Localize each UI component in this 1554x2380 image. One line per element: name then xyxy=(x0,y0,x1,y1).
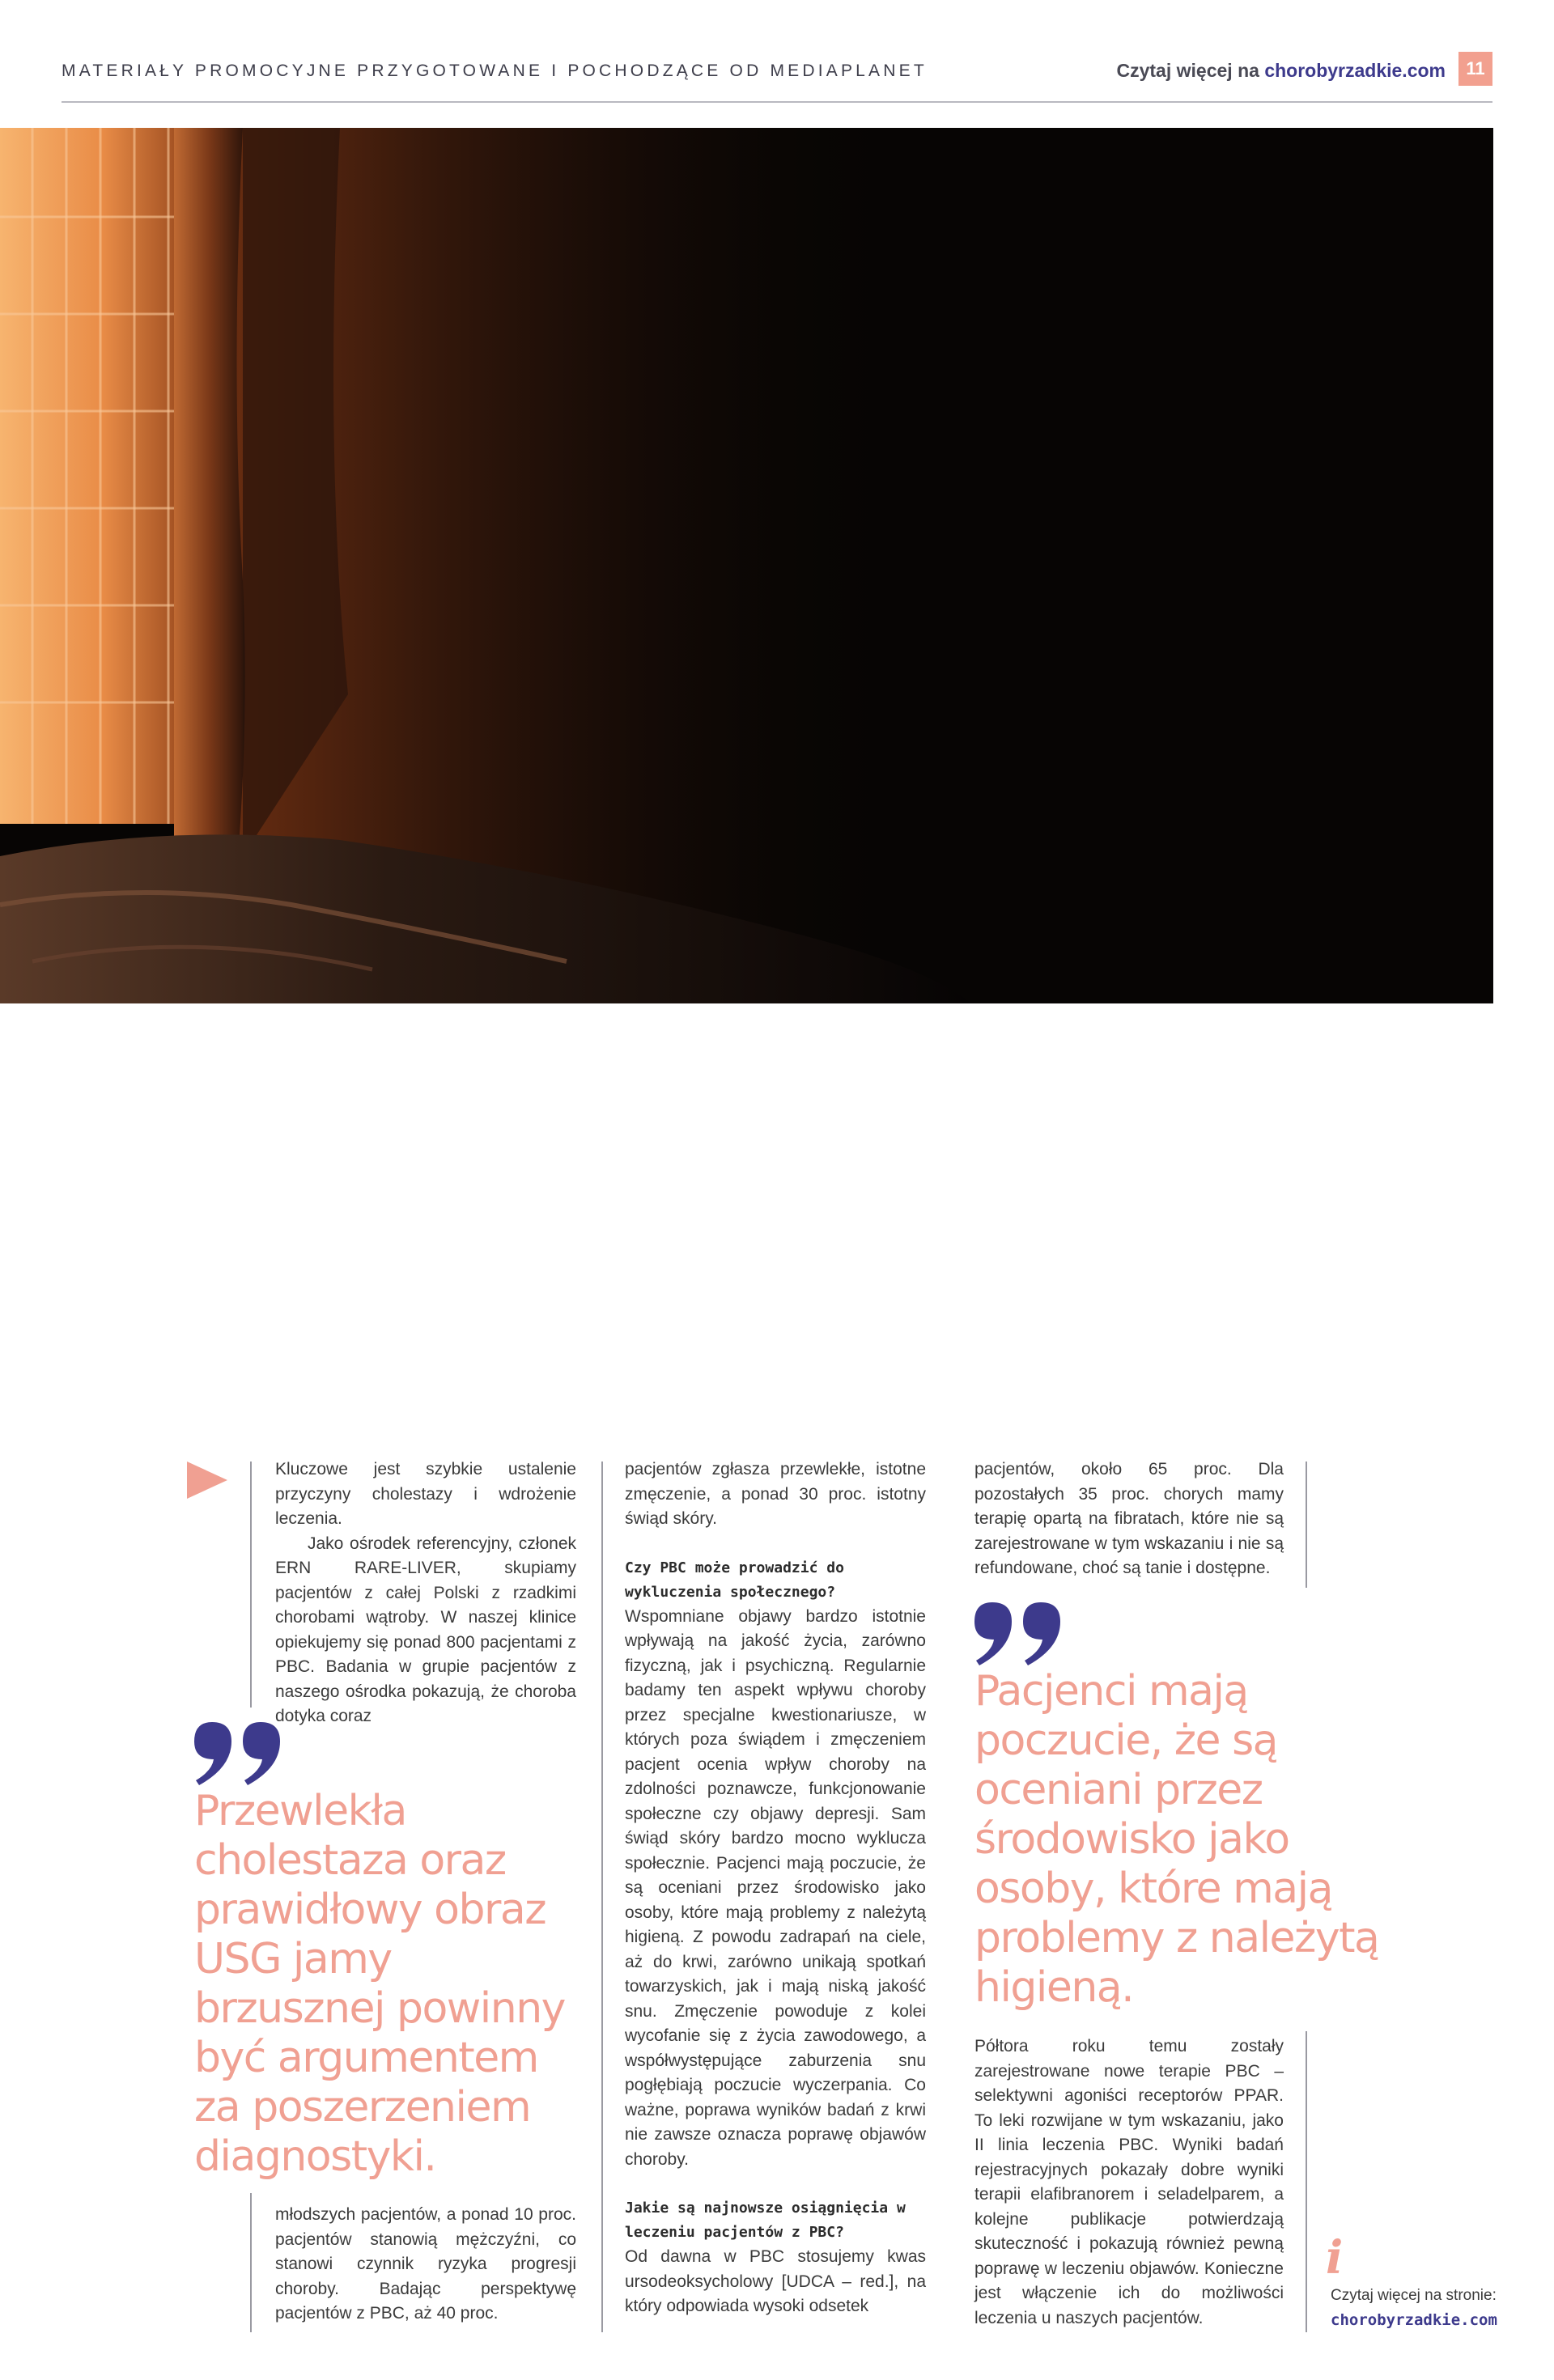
header-divider xyxy=(62,101,1492,103)
col3-paragraph-2: Półtora roku temu zostały zarejestrowane nowe terapie PBC – selektywni agoniści receptorów PPAR. To leki rozwijane w tym wskazaniu, jako II linia leczenia PBC. Wyniki badań rejestracyjnych pokazały dobre wyniki terapii elafibranorem i seladelparem, a kolejne publikacje potwierdzają skuteczność i pokazują również pewną poprawę w leczeniu objawów. Konieczne jest włączenie ich do możliwości leczenia u naszych pacjentów. xyxy=(974,2037,1284,2327)
col1-paragraph-3: młodszych pacjentów, a ponad 10 proc. pacjentów stanowią mężczyźni, co stanowi czynnik ryzyka progresji choroby. Badając perspektywę pacjentów z PBC, aż 40 proc. xyxy=(275,2205,576,2323)
play-arrow-icon xyxy=(187,1462,227,1499)
info-label: Czytaj więcej na stronie: xyxy=(1331,2287,1497,2304)
site-link-footer[interactable]: chorobyrzadkie.com xyxy=(1331,2311,1497,2329)
column-3-bottom xyxy=(974,2034,1284,2331)
col1-paragraph-2: Jako ośrodek referencyjny, członek ERN RARE-LIVER, skupiamy pacjentów z całej Polski z rzadkimi chorobami wątroby. W naszej klinice opiekujemy się ponad 800 pacjentami z PBC. Badania w grupie pacjentów z naszego ośrodka pokazują, że choroba dotyka coraz xyxy=(275,1534,576,1725)
col2-paragraph-1: pacjentów zgłasza przewlekłe, istotne zmęczenie, a ponad 30 proc. istotny świąd skóry. xyxy=(625,1460,926,1528)
col2-heading-1: Czy PBC może prowadzić do wykluczenia społecznego? xyxy=(625,1559,844,1601)
page-header xyxy=(62,55,1492,91)
column-3-top xyxy=(974,1457,1284,1581)
info-icon: i xyxy=(1326,2231,1344,2285)
bedroom-window-image xyxy=(0,128,1493,1003)
pull-quote-1: Przewlekła cholestaza oraz prawidłowy obraz USG jamy brzusznej powinny być argumentem za poszerzeniem diagnostyki. xyxy=(194,1787,565,2181)
page-number: 11 xyxy=(1458,52,1492,86)
column2-rule xyxy=(601,1462,603,2332)
col3-paragraph-1: pacjentów, około 65 proc. Dla pozostałych 35 proc. chorych mamy terapię opartą na fibratach, które nie są zarejestrowane w tym wskazaniu i nie są refundowane, choć są tanie i dostępne. xyxy=(974,1460,1284,1577)
col2-heading-2: Jakie są najnowsze osiągnięcia w leczeniu pacjentów z PBC? xyxy=(625,2200,906,2241)
column1-rule-bottom xyxy=(250,2193,252,2332)
col2-paragraph-3: Od dawna w PBC stosujemy kwas ursodeoksycholowy [UDCA – red.], na który odpowiada wysoki odsetek xyxy=(625,2247,926,2315)
read-more-header xyxy=(1117,60,1446,82)
info-read-more xyxy=(1331,2284,1497,2332)
pull-quote-2: Pacjenci mają poczucie, że są oceniani przez środowisko jako osoby, które mają problemy z należytą higieną. xyxy=(974,1667,1379,2012)
quote-mark-icon-2 xyxy=(974,1602,1064,1667)
read-more-label: Czytaj więcej na xyxy=(1116,60,1259,81)
column3-rule-bottom xyxy=(1306,2031,1307,2332)
column3-rule-top xyxy=(1306,1462,1307,1588)
column1-rule-top xyxy=(250,1462,252,1708)
col2-paragraph-2: Wspomniane objawy bardzo istotnie wpływają na jakość życia, zarówno fizyczną, jak i psychiczną. Regularnie badamy ten aspekt wpływu choroby przez specjalne kwestionariusze, w których poza świądem i zmęczeniem pacjent ocenia wpływ choroby na zdolności poznawcze, funkcjonowanie społeczne czy objawy depresji. Sam świąd skóry bardzo mocno wyklucza społecznie. Pacjenci mają poczucie, że są oceniani przez środowisko jako osoby, które mają problemy z należytą higieną. Z powodu zadrapań na ciele, aż do krwi, zarówno unikają spotkań towarzyskich, jak i mają niską jakość snu. Zmęczenie powoduje z kolei wycofanie się z życia zawodowego, a współwystępujące zaburzenia snu pogłębiają poczucie wyczerpania. Co ważne, poprawa wyników badań z krwi nie zawsze oznacza poprawę objawów choroby. xyxy=(625,1606,926,2169)
column-2 xyxy=(625,1457,926,2319)
promo-disclaimer: MATERIAŁY PROMOCYJNE PRZYGOTOWANE I POCHODZĄCE OD MEDIAPLANET xyxy=(62,62,928,80)
col1-paragraph-1: Kluczowe jest szybkie ustalenie przyczyny cholestazy i wdrożenie leczenia. xyxy=(275,1460,576,1528)
site-link-header[interactable]: chorobyrzadkie.com xyxy=(1264,60,1446,81)
column-1-top xyxy=(275,1457,576,1729)
column-1-bottom xyxy=(275,2203,576,2327)
bedroom-photo xyxy=(0,128,1493,1003)
quote-mark-icon xyxy=(194,1722,283,1787)
